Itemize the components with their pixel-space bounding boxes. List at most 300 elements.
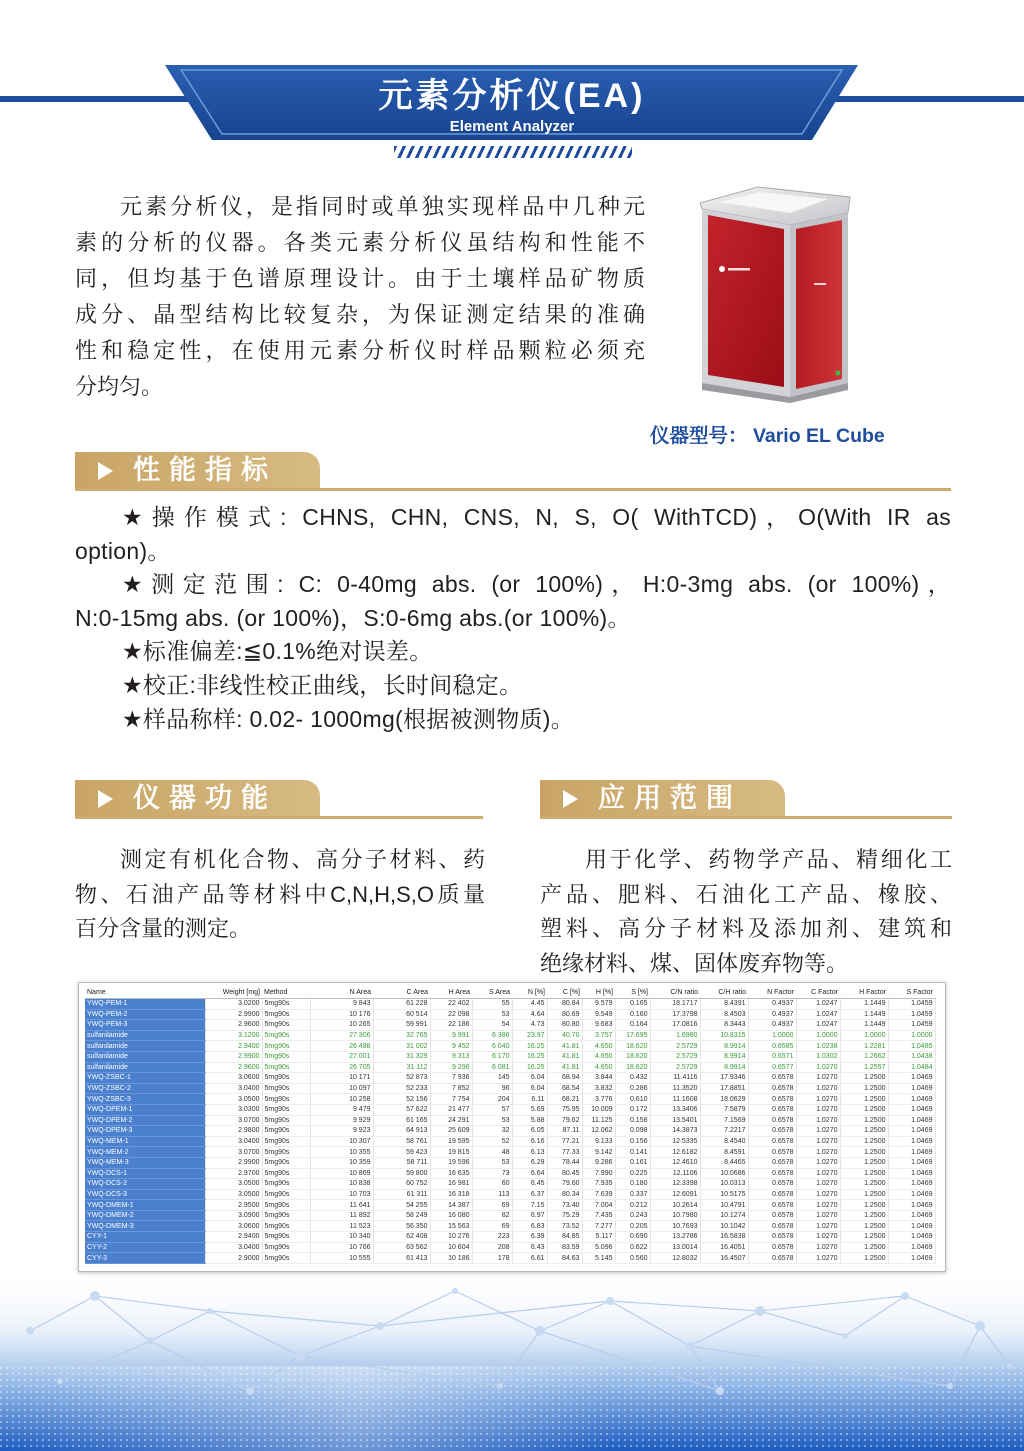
table-cell: 7.639 bbox=[582, 1189, 615, 1200]
table-cell: 54 255 bbox=[373, 1200, 430, 1211]
table-cell: 55 bbox=[472, 999, 512, 1010]
function-line: 物、石油产品等材料中C,N,H,S,O质量 bbox=[75, 881, 485, 907]
table-cell: 5mg90s bbox=[262, 1242, 310, 1253]
table-cell: 2.9600 bbox=[205, 1062, 262, 1073]
table-cell: 1.2500 bbox=[840, 1210, 888, 1221]
table-cell: 9.549 bbox=[582, 1009, 615, 1020]
spec-item-line: N:0-15mg abs. (or 100%)，S:0-6mg abs.(or 100%)。 bbox=[75, 604, 631, 631]
table-cell: 26 705 bbox=[310, 1062, 373, 1073]
table-cell: 1.0469 bbox=[888, 1073, 935, 1084]
table-cell: 32 bbox=[472, 1126, 512, 1137]
table-cell: 53 bbox=[472, 1115, 512, 1126]
table-cell: 6.61 bbox=[512, 1253, 547, 1264]
table-cell: 8.4591 bbox=[700, 1147, 748, 1158]
table-cell: 1.2557 bbox=[840, 1062, 888, 1073]
table-cell: 0.337 bbox=[615, 1189, 650, 1200]
table-cell: 3.0600 bbox=[205, 1221, 262, 1232]
table-row bbox=[85, 1020, 935, 1031]
table-cell: 5mg90s bbox=[262, 1253, 310, 1264]
table-cell: 12.062 bbox=[582, 1126, 615, 1137]
table-cell: 0.4937 bbox=[748, 1020, 796, 1031]
table-cell: 1.2500 bbox=[840, 1157, 888, 1168]
table-cell: 41.81 bbox=[547, 1051, 582, 1062]
table-cell: 9 479 bbox=[310, 1104, 373, 1115]
table-cell: 21 477 bbox=[430, 1104, 472, 1115]
table-cell: 6.11 bbox=[512, 1094, 547, 1105]
table-row bbox=[85, 1083, 935, 1094]
table-cell: 52 156 bbox=[373, 1094, 430, 1105]
play-triangle-icon bbox=[98, 462, 113, 480]
sample-name-cell: CYY-1 bbox=[85, 1232, 205, 1243]
sample-name-cell: sulfanilamide bbox=[85, 1051, 205, 1062]
table-cell: 69 bbox=[472, 1221, 512, 1232]
table-cell: 3.776 bbox=[582, 1094, 615, 1105]
table-cell: 12.5335 bbox=[650, 1136, 700, 1147]
table-cell: 60 514 bbox=[373, 1009, 430, 1020]
table-cell: 31 112 bbox=[373, 1062, 430, 1073]
table-cell: 6.83 bbox=[512, 1221, 547, 1232]
page-title: 元素分析仪(EA) bbox=[378, 77, 646, 115]
table-cell: 17.3798 bbox=[650, 1009, 700, 1020]
table-cell: 16 080 bbox=[430, 1210, 472, 1221]
table-cell: 0.141 bbox=[615, 1147, 650, 1158]
table-cell: 7 936 bbox=[430, 1073, 472, 1084]
sample-name-cell: YWQ-PEM-1 bbox=[85, 999, 205, 1010]
table-cell: 10 276 bbox=[430, 1232, 472, 1243]
table-cell: 1.0270 bbox=[796, 1179, 840, 1190]
table-cell: 52 233 bbox=[373, 1083, 430, 1094]
table-cell: 9 313 bbox=[430, 1051, 472, 1062]
section-title: 性能指标 bbox=[133, 455, 277, 485]
model-caption bbox=[650, 421, 885, 451]
table-cell: 0.164 bbox=[615, 1020, 650, 1031]
table-cell: 10.009 bbox=[582, 1104, 615, 1115]
table-cell: 41.81 bbox=[547, 1041, 582, 1052]
application-line: 用于化学、药物学产品、精细化工 bbox=[585, 847, 952, 872]
table-row bbox=[85, 1115, 935, 1126]
table-cell: 0.6578 bbox=[748, 1073, 796, 1084]
table-cell: 5mg90s bbox=[262, 1104, 310, 1115]
table-cell: 41.81 bbox=[547, 1062, 582, 1073]
table-cell: 1.0270 bbox=[796, 1104, 840, 1115]
table-cell: 31 329 bbox=[373, 1051, 430, 1062]
table-cell: 204 bbox=[472, 1094, 512, 1105]
table-cell: 5mg90s bbox=[262, 1126, 310, 1137]
table-cell: 145 bbox=[472, 1073, 512, 1084]
table-row bbox=[85, 1009, 935, 1020]
sample-name-cell: YWQ-MEM-1 bbox=[85, 1136, 205, 1147]
table-cell: 1.0270 bbox=[796, 1210, 840, 1221]
table-row bbox=[85, 1221, 935, 1232]
banner-line-left bbox=[0, 96, 190, 102]
table-cell: 1.2281 bbox=[840, 1041, 888, 1052]
table-cell: 1.0247 bbox=[796, 1009, 840, 1020]
table-cell: 16 981 bbox=[430, 1179, 472, 1190]
table-cell: 0.6578 bbox=[748, 1147, 796, 1158]
table-cell: 10 258 bbox=[310, 1094, 373, 1105]
table-cell: 12.1106 bbox=[650, 1168, 700, 1179]
table-cell: 77.21 bbox=[547, 1136, 582, 1147]
spec-item-line: ★测定范围: C: 0-40mg abs. (or 100%)，H:0-3mg abs. (or 100%)， bbox=[122, 571, 951, 598]
table-cell: 7.1569 bbox=[700, 1115, 748, 1126]
table-cell: 16.25 bbox=[512, 1062, 547, 1073]
table-cell: 58 711 bbox=[373, 1157, 430, 1168]
intro-paragraph bbox=[75, 189, 645, 405]
table-cell: 7.435 bbox=[582, 1210, 615, 1221]
table-row bbox=[85, 1041, 935, 1052]
table-cell: 1.0469 bbox=[888, 1168, 935, 1179]
table-cell: 0.156 bbox=[615, 1136, 650, 1147]
table-cell: 208 bbox=[472, 1242, 512, 1253]
table-cell: 80.69 bbox=[547, 1009, 582, 1020]
table-cell: 0.4937 bbox=[748, 1009, 796, 1020]
table-cell: 5mg90s bbox=[262, 1030, 310, 1041]
table-cell: 1.0270 bbox=[796, 1168, 840, 1179]
table-cell: 68.54 bbox=[547, 1083, 582, 1094]
sample-name-cell: YWQ-DMEM-3 bbox=[85, 1221, 205, 1232]
application-paragraph bbox=[540, 843, 952, 981]
table-cell: 80.34 bbox=[547, 1189, 582, 1200]
intro-line: 元素分析仪，是指同时或单独实现样品中几种元 bbox=[120, 194, 645, 219]
table-cell: 4.64 bbox=[512, 1009, 547, 1020]
table-cell: 7.990 bbox=[582, 1168, 615, 1179]
table-cell: 3.0700 bbox=[205, 1115, 262, 1126]
table-cell: 1.2500 bbox=[840, 1083, 888, 1094]
table-cell: 5mg90s bbox=[262, 1221, 310, 1232]
table-cell: 10.1042 bbox=[700, 1221, 748, 1232]
table-cell: 3.844 bbox=[582, 1073, 615, 1084]
table-cell: 32 765 bbox=[373, 1030, 430, 1041]
table-cell: 3.0400 bbox=[205, 1083, 262, 1094]
table-cell: 78.44 bbox=[547, 1157, 582, 1168]
table-cell: 61 228 bbox=[373, 999, 430, 1010]
table-cell: 5.88 bbox=[512, 1115, 547, 1126]
network-background bbox=[0, 1271, 1024, 1451]
table-cell: 6 386 bbox=[472, 1030, 512, 1041]
table-cell: 6 040 bbox=[472, 1041, 512, 1052]
table-cell: 0.286 bbox=[615, 1083, 650, 1094]
table-row bbox=[85, 1210, 935, 1221]
table-cell: 1.0270 bbox=[796, 1073, 840, 1084]
table-cell: 0.6578 bbox=[748, 1083, 796, 1094]
table-cell: 10.0686 bbox=[700, 1168, 748, 1179]
table-cell: 9 929 bbox=[310, 1115, 373, 1126]
table-cell: 8.4391 bbox=[700, 999, 748, 1010]
table-cell: 13.3406 bbox=[650, 1104, 700, 1115]
table-cell: 0.160 bbox=[615, 1009, 650, 1020]
table-cell: 17.0816 bbox=[650, 1020, 700, 1031]
table-cell: 79.62 bbox=[547, 1115, 582, 1126]
table-cell: 9 991 bbox=[430, 1030, 472, 1041]
table-cell: 4.650 bbox=[582, 1051, 615, 1062]
table-cell: 9 296 bbox=[430, 1062, 472, 1073]
table-cell: 0.6578 bbox=[748, 1189, 796, 1200]
table-cell: 1.0270 bbox=[796, 1200, 840, 1211]
col-header-method: Method bbox=[262, 987, 310, 999]
table-cell: 69 bbox=[472, 1200, 512, 1211]
table-cell: 68.21 bbox=[547, 1094, 582, 1105]
table-cell: 68.94 bbox=[547, 1073, 582, 1084]
table-cell: 0.161 bbox=[615, 1157, 650, 1168]
table-cell: 1.0270 bbox=[796, 1189, 840, 1200]
table-cell: 1.0270 bbox=[796, 1126, 840, 1137]
table-cell: 18.0629 bbox=[700, 1094, 748, 1105]
table-cell: 22 098 bbox=[430, 1009, 472, 1020]
sample-name-cell: YWQ-DCS-3 bbox=[85, 1189, 205, 1200]
table-cell: 6 081 bbox=[472, 1062, 512, 1073]
table-cell: 75.29 bbox=[547, 1210, 582, 1221]
table-cell: 0.6578 bbox=[748, 1179, 796, 1190]
table-cell: 8.9914 bbox=[700, 1051, 748, 1062]
table-cell: 1.2500 bbox=[840, 1189, 888, 1200]
table-row bbox=[85, 1147, 935, 1158]
table-cell: 1.0270 bbox=[796, 1157, 840, 1168]
table-cell: 5.117 bbox=[582, 1232, 615, 1243]
table-cell: 10 766 bbox=[310, 1242, 373, 1253]
table-cell: 16 318 bbox=[430, 1189, 472, 1200]
table-cell: 1.2662 bbox=[840, 1051, 888, 1062]
table-cell: 4.650 bbox=[582, 1041, 615, 1052]
table-cell: 11 892 bbox=[310, 1210, 373, 1221]
table-cell: 2.5729 bbox=[650, 1041, 700, 1052]
table-cell: 0.6578 bbox=[748, 1253, 796, 1264]
table-cell: 52 bbox=[472, 1136, 512, 1147]
table-cell: 6 170 bbox=[472, 1051, 512, 1062]
table-cell: 1.2500 bbox=[840, 1073, 888, 1084]
table-cell: 0.6578 bbox=[748, 1242, 796, 1253]
table-cell: 1.0247 bbox=[796, 999, 840, 1010]
table-cell: 5mg90s bbox=[262, 1062, 310, 1073]
table-row bbox=[85, 1094, 935, 1105]
table-cell: 17.8851 bbox=[700, 1083, 748, 1094]
table-cell: 10 555 bbox=[310, 1253, 373, 1264]
table-cell: 79.60 bbox=[547, 1179, 582, 1190]
table-cell: 52 873 bbox=[373, 1073, 430, 1084]
table-cell: 1.0000 bbox=[748, 1030, 796, 1041]
table-cell: 10 869 bbox=[310, 1168, 373, 1179]
spec-item-line: ★操作模式: CHNS, CHN, CNS, N, S, O( WithTCD)，O(With IR as bbox=[122, 504, 951, 530]
table-row bbox=[85, 1200, 935, 1211]
table-cell: 1.0270 bbox=[796, 1083, 840, 1094]
table-cell: 22 186 bbox=[430, 1020, 472, 1031]
sample-name-cell: CYY-2 bbox=[85, 1242, 205, 1253]
table-cell: 10 359 bbox=[310, 1157, 373, 1168]
table-cell: 1.0302 bbox=[796, 1051, 840, 1062]
col-header-c-pct: C [%] bbox=[547, 987, 582, 999]
table-cell: 19 596 bbox=[430, 1157, 472, 1168]
sample-name-cell: YWQ-DCS-2 bbox=[85, 1179, 205, 1190]
table-cell: 0.6578 bbox=[748, 1232, 796, 1243]
table-cell: 10 097 bbox=[310, 1083, 373, 1094]
banner-line-right bbox=[834, 96, 1024, 102]
sample-name-cell: CYY-3 bbox=[85, 1253, 205, 1264]
table-cell: 61 413 bbox=[373, 1253, 430, 1264]
table-cell: 1.0000 bbox=[796, 1030, 840, 1041]
table-cell: 11.4116 bbox=[650, 1073, 700, 1084]
table-cell: 5mg90s bbox=[262, 999, 310, 1010]
results-table bbox=[85, 987, 936, 1264]
table-cell: 0.6578 bbox=[748, 1126, 796, 1137]
table-cell: 1.2500 bbox=[840, 1168, 888, 1179]
sample-name-cell: YWQ-ZSBC-3 bbox=[85, 1094, 205, 1105]
table-cell: 8.9914 bbox=[700, 1041, 748, 1052]
table-row bbox=[85, 1157, 935, 1168]
table-cell: 1.0438 bbox=[888, 1051, 935, 1062]
table-cell: 3.0600 bbox=[205, 1073, 262, 1084]
spec-item-line: option)。 bbox=[75, 537, 171, 564]
table-row bbox=[85, 1104, 935, 1115]
table-row bbox=[85, 1168, 935, 1179]
table-cell: 23.97 bbox=[512, 1030, 547, 1041]
table-cell: 5mg90s bbox=[262, 1168, 310, 1179]
section-tab-performance bbox=[75, 452, 320, 489]
table-cell: 5mg90s bbox=[262, 1083, 310, 1094]
table-cell: 1.0000 bbox=[888, 1030, 935, 1041]
table-cell: 6.43 bbox=[512, 1242, 547, 1253]
table-cell: 2.5729 bbox=[650, 1062, 700, 1073]
sample-name-cell: YWQ-DCS-1 bbox=[85, 1168, 205, 1179]
col-header-n-pct: N [%] bbox=[512, 987, 547, 999]
table-cell: 10 186 bbox=[430, 1253, 472, 1264]
table-cell: 0.432 bbox=[615, 1073, 650, 1084]
table-cell: 0.205 bbox=[615, 1221, 650, 1232]
sample-name-cell: sulfanilamide bbox=[85, 1041, 205, 1052]
table-cell: 18.620 bbox=[615, 1062, 650, 1073]
table-cell: 10.0313 bbox=[700, 1179, 748, 1190]
table-cell: 60 bbox=[472, 1179, 512, 1190]
table-cell: 10 703 bbox=[310, 1189, 373, 1200]
table-cell: 5mg90s bbox=[262, 1136, 310, 1147]
table-cell: 6.05 bbox=[512, 1126, 547, 1137]
table-cell: 12.8032 bbox=[650, 1253, 700, 1264]
table-row bbox=[85, 1232, 935, 1243]
sample-name-cell: sulfanilamide bbox=[85, 1030, 205, 1041]
table-cell: 7 852 bbox=[430, 1083, 472, 1094]
model-value: Vario EL Cube bbox=[752, 425, 885, 447]
col-header-n-factor: N Factor bbox=[748, 987, 796, 999]
table-cell: 0.690 bbox=[615, 1232, 650, 1243]
table-cell: 5mg90s bbox=[262, 1147, 310, 1158]
table-cell: 1.0469 bbox=[888, 1126, 935, 1137]
table-cell: 9 843 bbox=[310, 999, 373, 1010]
table-cell: 8.9914 bbox=[700, 1062, 748, 1073]
table-cell: 19 595 bbox=[430, 1136, 472, 1147]
table-cell: 0.172 bbox=[615, 1104, 650, 1115]
application-line: 产品、肥料、石油化工产品、橡胶、 bbox=[540, 881, 952, 907]
table-cell: 1.0238 bbox=[796, 1041, 840, 1052]
play-triangle-icon bbox=[563, 790, 578, 808]
table-cell: 0.6578 bbox=[748, 1104, 796, 1115]
col-header-s-factor: S Factor bbox=[888, 987, 935, 999]
table-cell: 2.9900 bbox=[205, 1157, 262, 1168]
table-cell: 59 800 bbox=[373, 1168, 430, 1179]
table-cell: 0.243 bbox=[615, 1210, 650, 1221]
table-cell: 7.277 bbox=[582, 1221, 615, 1232]
page-subtitle: Element Analyzer bbox=[449, 118, 575, 135]
table-cell: 1.0469 bbox=[888, 1147, 935, 1158]
col-header-s-pct: S [%] bbox=[615, 987, 650, 999]
table-cell: 59 423 bbox=[373, 1147, 430, 1158]
table-row bbox=[85, 1242, 935, 1253]
table-cell: 1.0459 bbox=[888, 1009, 935, 1020]
section-tab-function bbox=[75, 780, 320, 817]
table-cell: 0.6578 bbox=[748, 1094, 796, 1105]
table-cell: 1.2500 bbox=[840, 1221, 888, 1232]
table-cell: 3.0200 bbox=[205, 999, 262, 1010]
table-cell: 0.622 bbox=[615, 1242, 650, 1253]
table-cell: 6.37 bbox=[512, 1189, 547, 1200]
table-cell: 0.560 bbox=[615, 1253, 650, 1264]
table-row bbox=[85, 1051, 935, 1062]
table-cell: 0.6578 bbox=[748, 1200, 796, 1211]
table-cell: 11.3520 bbox=[650, 1083, 700, 1094]
section-rule bbox=[75, 488, 951, 491]
table-cell: 6.29 bbox=[512, 1157, 547, 1168]
col-header-weight-mg: Weight [mg] bbox=[205, 987, 262, 999]
table-cell: 12.6182 bbox=[650, 1147, 700, 1158]
table-cell: 9.286 bbox=[582, 1157, 615, 1168]
table-cell: 31 002 bbox=[373, 1041, 430, 1052]
table-cell: 60 752 bbox=[373, 1179, 430, 1190]
table-cell: 18.620 bbox=[615, 1051, 650, 1062]
table-cell: 5mg90s bbox=[262, 1051, 310, 1062]
sample-name-cell: YWQ-DPEM-3 bbox=[85, 1126, 205, 1137]
table-cell: 87.11 bbox=[547, 1126, 582, 1137]
table-cell: 3.832 bbox=[582, 1083, 615, 1094]
table-cell: 1.0247 bbox=[796, 1020, 840, 1031]
table-row bbox=[85, 1179, 935, 1190]
col-header-name: Name bbox=[85, 987, 205, 999]
table-cell: 62 408 bbox=[373, 1232, 430, 1243]
intro-line: 分均匀。 bbox=[75, 374, 164, 399]
table-cell: 4.73 bbox=[512, 1020, 547, 1031]
table-cell: 0.6578 bbox=[748, 1168, 796, 1179]
table-cell: 9.683 bbox=[582, 1020, 615, 1031]
table-cell: 57 622 bbox=[373, 1104, 430, 1115]
table-cell: 5mg90s bbox=[262, 1115, 310, 1126]
table-cell: 1.0270 bbox=[796, 1232, 840, 1243]
table-cell: 3.0400 bbox=[205, 1242, 262, 1253]
table-cell: 2.9600 bbox=[205, 1020, 262, 1031]
table-cell: 1.0469 bbox=[888, 1242, 935, 1253]
section-title: 仪器功能 bbox=[133, 783, 277, 813]
intro-line: 成分、晶型结构比较复杂，为保证测定结果的准确 bbox=[75, 302, 645, 327]
table-cell: 18.620 bbox=[615, 1041, 650, 1052]
play-triangle-icon bbox=[98, 790, 113, 808]
table-cell: 0.180 bbox=[615, 1179, 650, 1190]
table-cell: 2.9700 bbox=[205, 1168, 262, 1179]
table-cell: 1.0469 bbox=[888, 1157, 935, 1168]
table-cell: 10 307 bbox=[310, 1136, 373, 1147]
table-cell: 16.5838 bbox=[700, 1232, 748, 1243]
results-table-screenshot bbox=[78, 982, 946, 1272]
table-cell: 1.2500 bbox=[840, 1200, 888, 1211]
table-cell: 3.0700 bbox=[205, 1147, 262, 1158]
table-cell: 1.0270 bbox=[796, 1115, 840, 1126]
table-cell: 26 488 bbox=[310, 1041, 373, 1052]
table-cell: 3.1200 bbox=[205, 1030, 262, 1041]
table-cell: 6.16 bbox=[512, 1136, 547, 1147]
sample-name-cell: sulfanilamide bbox=[85, 1062, 205, 1073]
table-cell: 75.95 bbox=[547, 1104, 582, 1115]
table-cell: 7.15 bbox=[512, 1200, 547, 1211]
table-cell: 1.2500 bbox=[840, 1115, 888, 1126]
table-cell: 1.0469 bbox=[888, 1210, 935, 1221]
col-header-h-area: H Area bbox=[430, 987, 472, 999]
table-cell: 0.212 bbox=[615, 1200, 650, 1211]
table-cell: 3.0400 bbox=[205, 1136, 262, 1147]
table-cell: 2.9900 bbox=[205, 1051, 262, 1062]
